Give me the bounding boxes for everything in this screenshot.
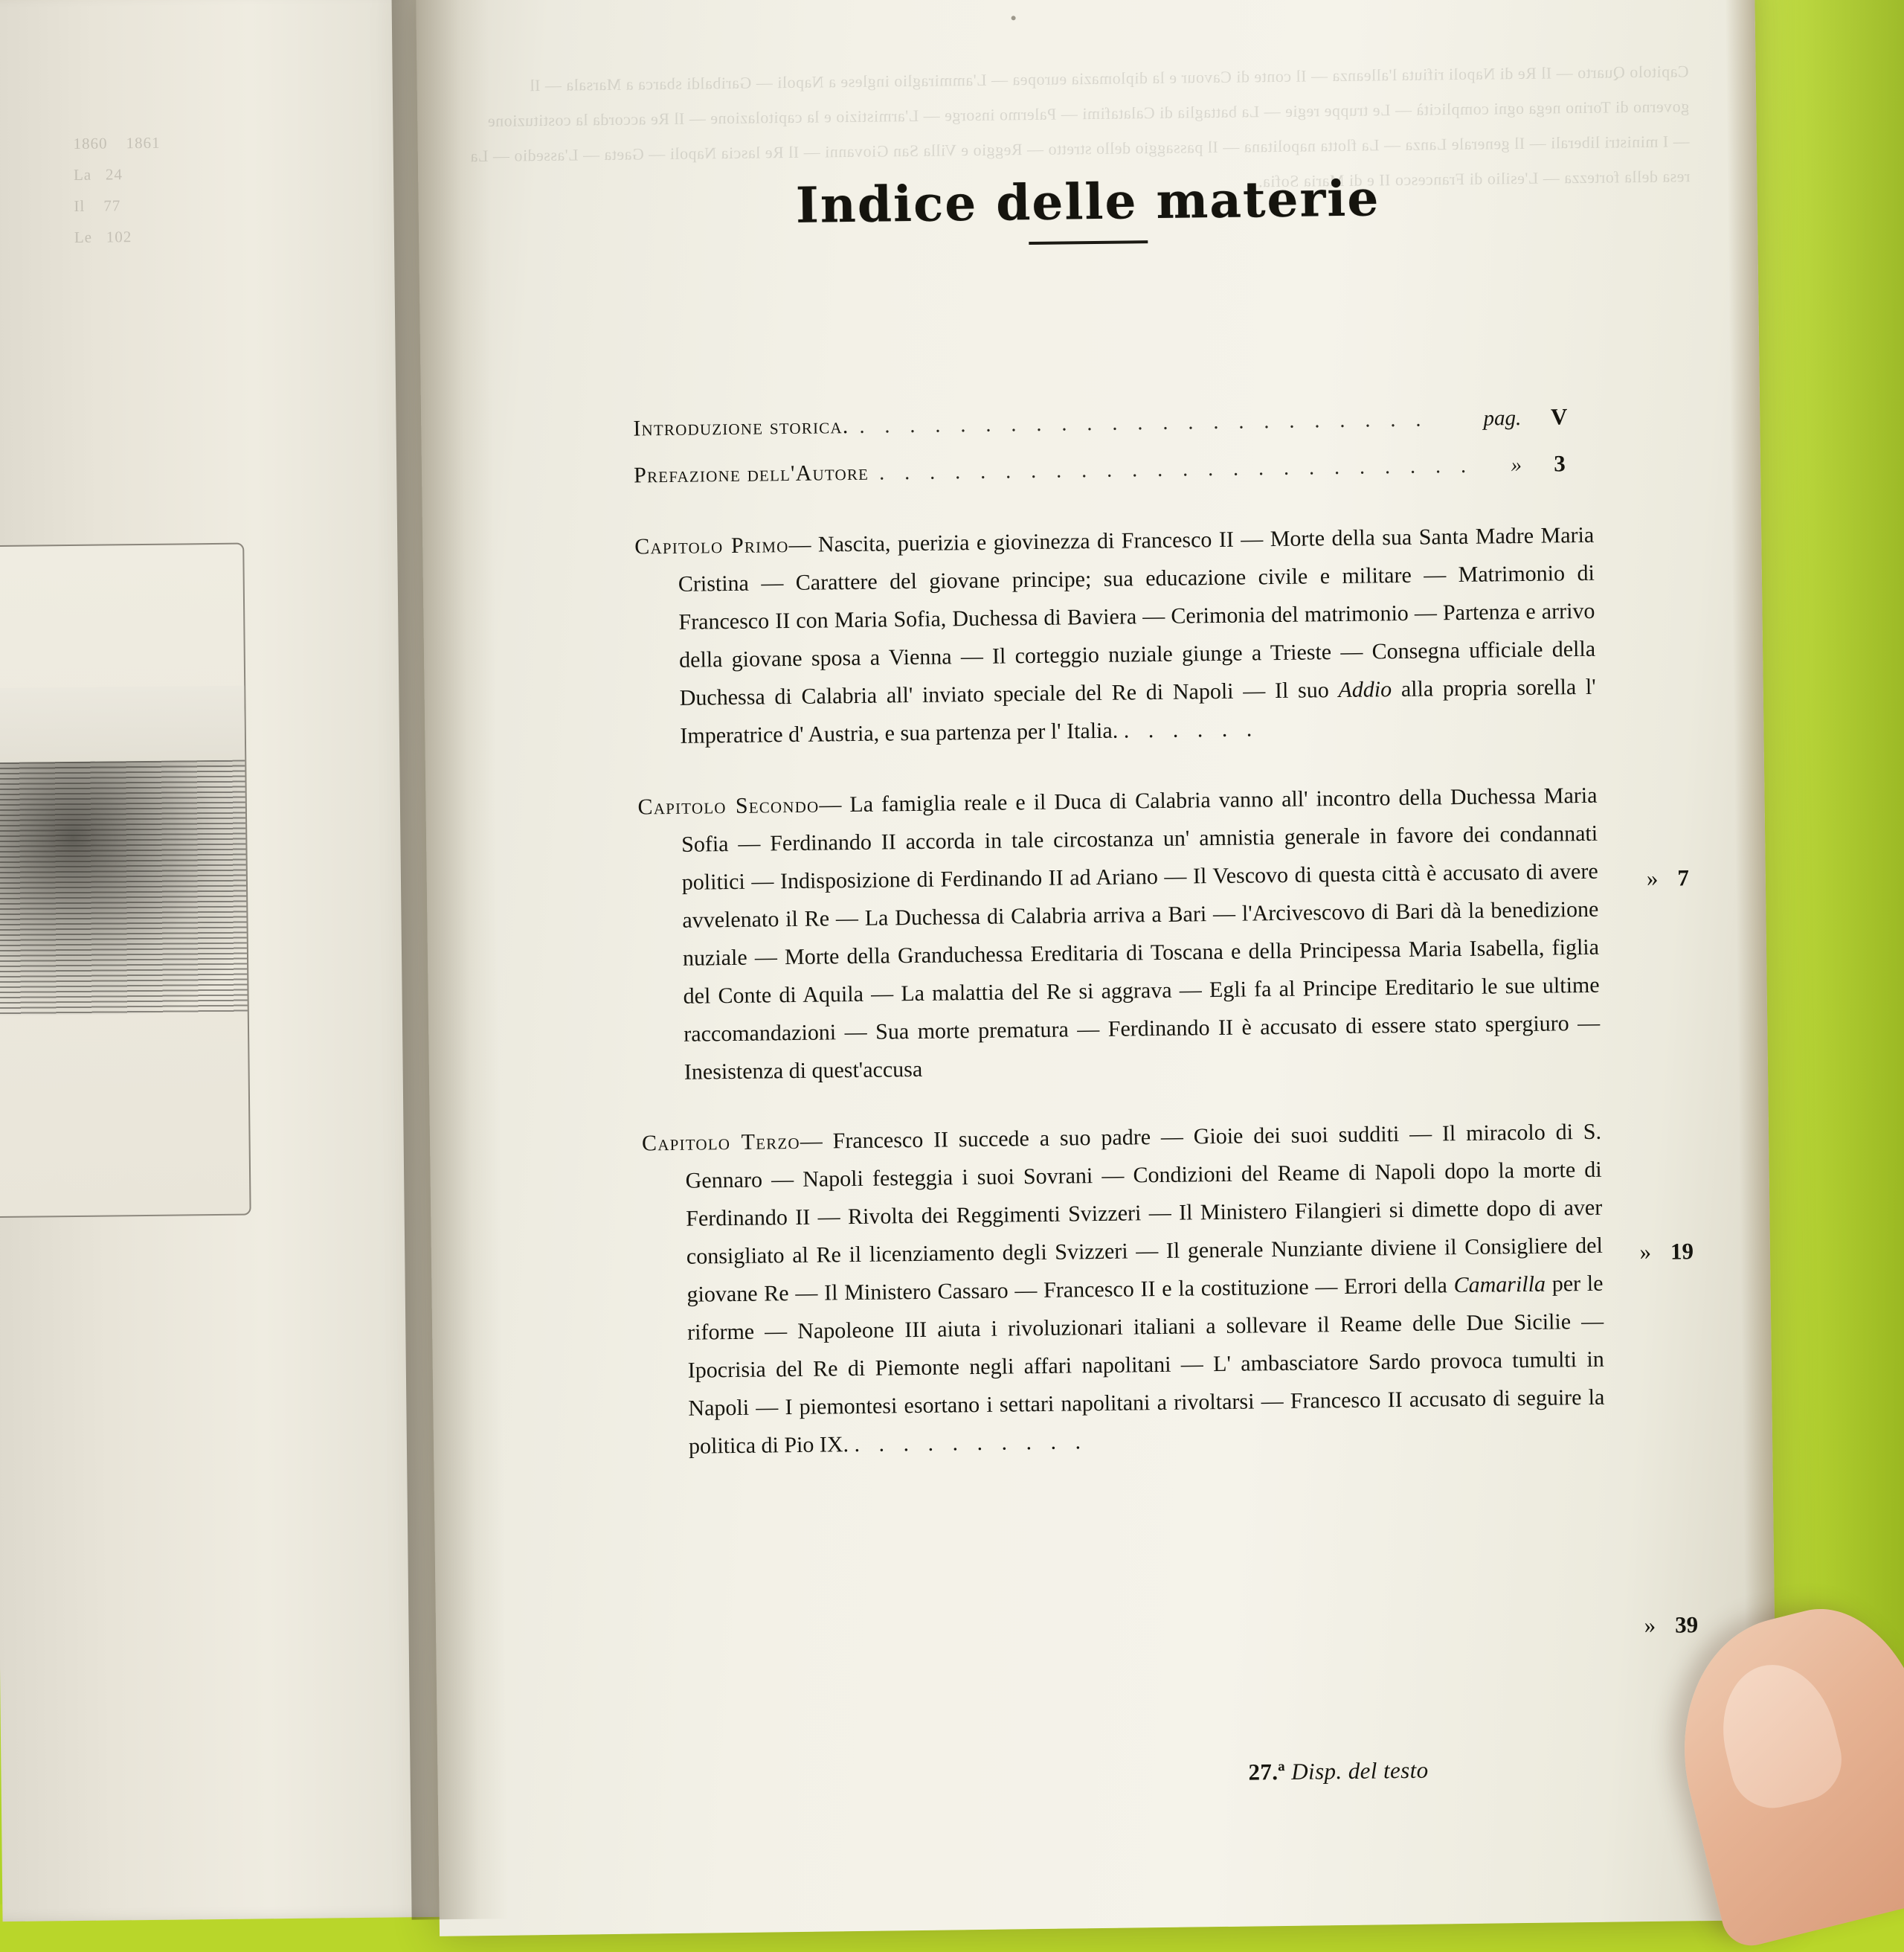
- illustration-engraving: [0, 760, 251, 1015]
- chapter-summary-tail: alla propria sorella l' Imperatrice d' Austria, e sua partenza per l' Italia.: [680, 674, 1596, 748]
- chapter-summary-italic: Addio: [1338, 677, 1392, 703]
- page-content: [416, 0, 1778, 1936]
- signature-number: 27.ª: [1248, 1758, 1286, 1785]
- book-page-recto: [416, 0, 1778, 1936]
- printer-signature: [1248, 1757, 1428, 1786]
- chapter-page-ref: [1644, 1605, 1698, 1644]
- title-divider: [1029, 240, 1148, 245]
- left-page: [0, 0, 449, 1922]
- leader-dots: . . . . . . . . . . . . . . . . . . . . . . .: [859, 408, 1429, 438]
- signature-text: Disp. del testo: [1291, 1756, 1429, 1785]
- table-of-contents: [633, 397, 1699, 1639]
- toc-entry-label: Prefazione dell'Autore: [633, 460, 869, 488]
- toc-entry-label: Introduzione storica.: [633, 414, 849, 441]
- toc-page-number: 7: [1677, 864, 1690, 891]
- toc-page-number: 3: [1554, 450, 1566, 477]
- chapter-summary: — La famiglia reale e il Duca di Calabria vanno all' incontro della Duchessa Maria Sofia — Ferdinando II accorda in tale circostanza un' amnistia generale in favore dei condannati politici — Indisposizione di Ferdinando II ad Ariano — Il Vescovo di questa città è accusato di avere avvelenato il Re — La Duchessa di Calabria arriva a Bari — l'Arcivescovo di Bari dà la benedizione nuziale — Morte della Granduchessa Ereditaria di Toscana e della Principessa Maria Isabella, figlia del Conte di Aquila — La malattia del Re si aggrava — Egli fa al Principe Ereditario le sue ultime raccomandazioni — Sua morte prematura — Ferdinando II è accusato di essere stato spergiuro — Inesistenza di quest'accusa: [681, 783, 1601, 1085]
- toc-page-marker: pag.: [1483, 405, 1522, 431]
- chapter-name: Capitolo Terzo: [641, 1128, 800, 1156]
- left-page-showthrough-text: 1860 1861 La 24 Il 77 Le 102: [73, 133, 161, 246]
- toc-page-marker: »: [1511, 452, 1522, 478]
- chapter-summary: — Nascita, puerizia e giovinezza di Francesco II — Morte della sua Santa Madre Maria Cristina — Carattere del giovane principe; sua educazione civile e militare — Matrimonio di Francesco II con Maria Sofia, Duchessa di Baviera — Cerimonia del matrimonio — Partenza e arrivo della giovane sposa a Vienna — Il corteggio nuziale giunge a Trieste — Consegna ufficiale della Duchessa di Calabria all' inviato speciale del Re di Napoli — Il suo: [678, 522, 1596, 710]
- chapter-summary-italic: Camarilla: [1453, 1271, 1546, 1298]
- leader-dots: . . . . . . . . . .: [854, 1429, 1088, 1457]
- illustration-sky: [0, 685, 251, 770]
- left-page-illustration-frame: [0, 543, 251, 1219]
- toc-page-number: 39: [1674, 1611, 1699, 1638]
- chapter-name: Capitolo Secondo: [637, 792, 820, 820]
- leader-dots: . . . . . . . . . . . . . . . . . . . . . . . .: [878, 454, 1474, 485]
- toc-page-marker: »: [1646, 864, 1659, 891]
- toc-front-matter-row[interactable]: [634, 444, 1594, 495]
- leader-dots: . . . . . .: [1123, 716, 1259, 743]
- toc-page-marker: »: [1639, 1238, 1652, 1265]
- chapter-summary: — Francesco II succede a suo padre — Gioie dei suoi sudditi — Il miracolo di S. Gennaro — Napoli festeggia i suoi Sovrani — Condizioni del Reame di Napoli dopo la morte di Ferdinando II — Rivolta dei Reggimenti Svizzeri — Il Ministero Filangieri si dimette dopo di aver consigliato al Re il licenziamento degli Svizzeri — Il generale Nunziante diviene il Consigliere del giovane Re — Il Ministero Cassaro — Francesco II e la costituzione — Errori della: [685, 1119, 1604, 1307]
- page-showthrough: Capitolo Quarto — Il Re di Napoli rifiuta l'alleanza — Il conte di Cavour e la diplomazia europea — L'ammiraglio inglese a Napoli — Garibaldi sbarca a Marsala — Il governo di Torino nega ogni complicità — Le truppe regie — La battaglia di Calatafimi — Palermo insorge — L'armistizio e la capitolazione — Il Re accorda la costituzione — I ministri liberali — Il generale Lanza — La flotta napolitana — Il passaggio dello stretto — Reggio e Villa San Giovanni — Il Re lascia Napoli — Gaeta — L'assedio — La resa della fortezza — L'esilio di Francesco II e di Maria Sofia.: [470, 62, 1691, 191]
- thumbnail: [1708, 1653, 1850, 1817]
- toc-page-marker: »: [1644, 1611, 1656, 1639]
- chapter-page-ref: [1647, 858, 1690, 897]
- chapter-page-ref: [1639, 1232, 1694, 1271]
- chapter-summary-tail: per le riforme — Napoleone III aiuta i rivoluzionari italiani a sollevare il Reame delle Due Sicilie — Ipocrisia del Re di Piemonte negli affari napolitani — L' ambasciatore Sardo provoca tumulti in Napoli — I piemontesi esortano i settari napolitani a rivoltarsi — Francesco II accusato di seguire la politica di Pio IX.: [686, 1271, 1605, 1459]
- toc-front-matter-row[interactable]: [633, 397, 1593, 449]
- toc-page-number: V: [1550, 403, 1568, 430]
- toc-page-number: 19: [1670, 1238, 1694, 1265]
- page-title: Indice delle materie: [795, 169, 1380, 234]
- chapter-name: Capitolo Primo: [634, 533, 789, 559]
